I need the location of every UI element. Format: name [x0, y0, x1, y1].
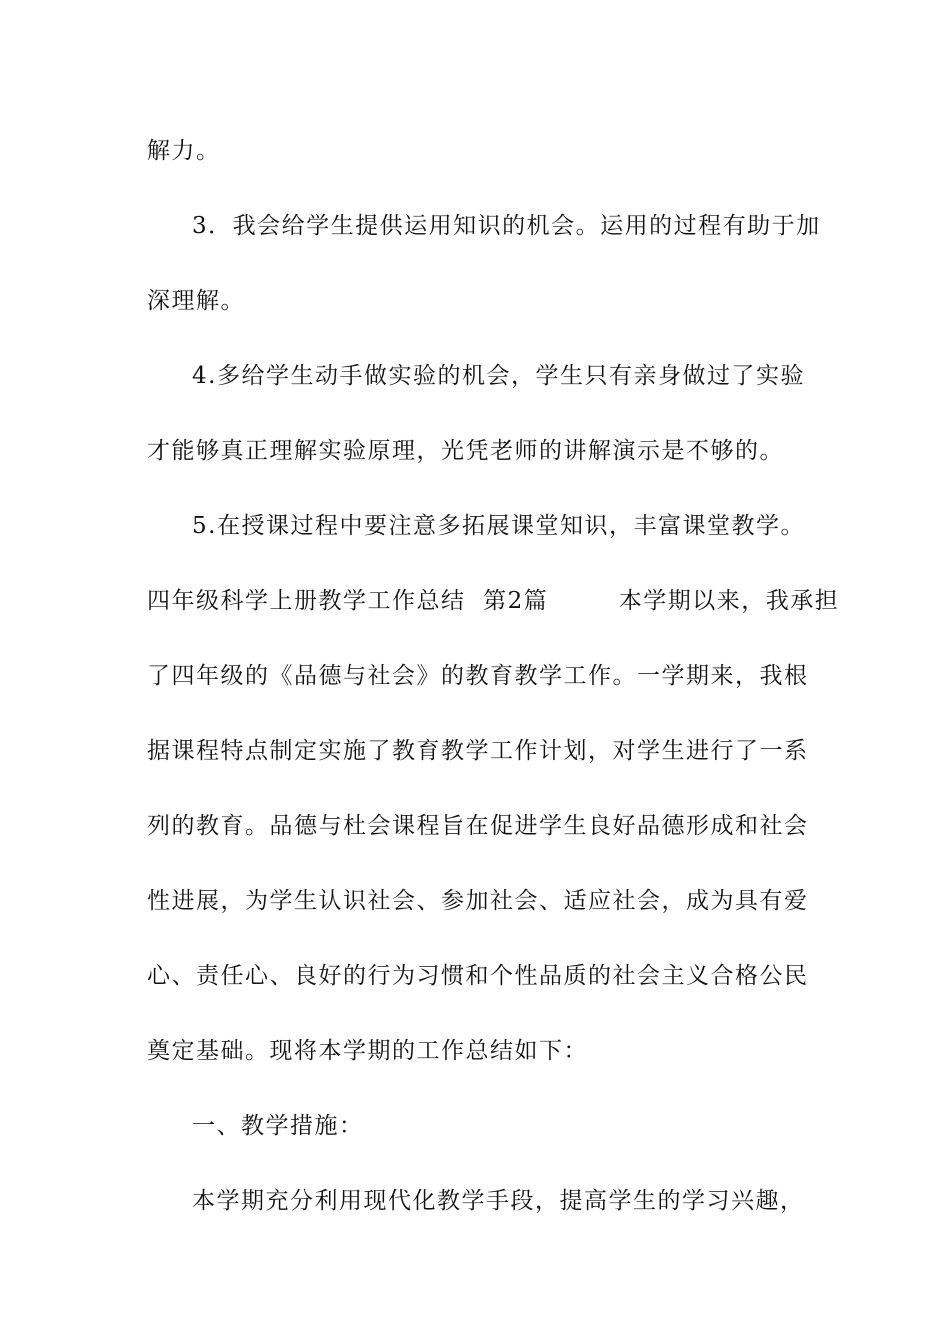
- text-line: 性进展，为学生认识社会、参加社会、适应社会，成为具有爱: [147, 888, 809, 914]
- text-line: 据课程特点制定实施了教育教学工作计划，对学生进行了一系: [147, 738, 809, 764]
- text-line: 解力。: [147, 138, 221, 164]
- text-line: 3．我会给学生提供运用知识的机会。运用的过程有助于加: [192, 213, 821, 239]
- section-heading-line: 四年级科学上册教学工作总结 第2篇 本学期以来，我承担: [147, 588, 840, 614]
- subheading-line: 一、教学措施：: [192, 1113, 364, 1139]
- text-line: 深理解。: [147, 288, 245, 314]
- text-line: 心、责任心、良好的行为习惯和个性品质的社会主义合格公民: [147, 963, 809, 989]
- text-line: 列的教育。品德与杜会课程旨在促进学生良好品德形成和社会: [147, 813, 809, 839]
- text-line: 本学期充分利用现代化教学手段，提高学生的学习兴趣，: [192, 1188, 805, 1214]
- text-line: 了四年级的《品德与社会》的教育教学工作。一学期来，我根: [147, 663, 809, 689]
- text-line: 才能够真正理解实验原理，光凭老师的讲解演示是不够的。: [147, 438, 784, 464]
- text-line: 奠定基础。现将本学期的工作总结如下：: [147, 1038, 588, 1064]
- text-line: 4.多给学生动手做实验的机会，学生只有亲身做过了实验: [192, 363, 805, 389]
- text-line: 5.在授课过程中要注意多拓展课堂知识，丰富课堂教学。: [192, 513, 805, 539]
